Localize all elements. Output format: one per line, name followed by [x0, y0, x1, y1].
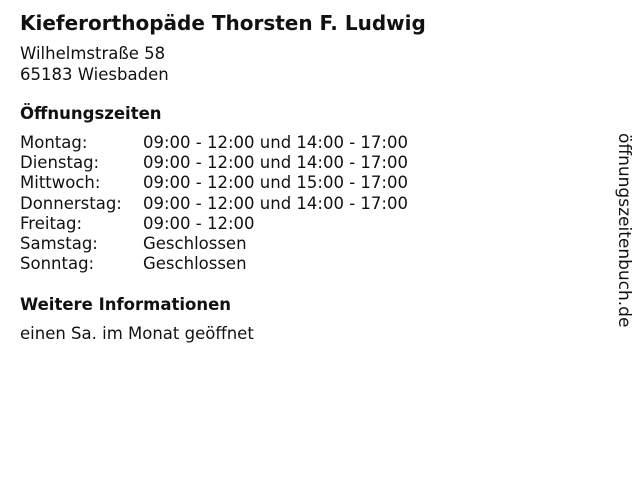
hours-row-wednesday [20, 173, 580, 193]
hours-row-thursday [20, 194, 580, 214]
address [20, 43, 580, 85]
hours-day: Donnerstag: [20, 193, 122, 213]
hours-time: 09:00 - 12:00 und 14:00 - 17:00 [143, 133, 408, 152]
hours-row-sunday [20, 254, 580, 274]
opening-hours-heading: Öffnungszeiten [20, 104, 162, 123]
hours-row-friday [20, 214, 580, 234]
hours-row-monday [20, 133, 580, 153]
hours-time: Geschlossen [143, 234, 247, 254]
business-name: Kieferorthopäde Thorsten F. Ludwig [20, 11, 426, 35]
hours-day: Freitag: [20, 213, 83, 233]
hours-day: Samstag: [20, 234, 98, 254]
address-city: 65183 Wiesbaden [20, 65, 169, 84]
address-street: Wilhelmstraße 58 [20, 44, 166, 63]
brand-watermark [614, 133, 634, 336]
hours-time: 09:00 - 12:00 und 14:00 - 17:00 [143, 153, 408, 173]
hours-time: 09:00 - 12:00 [143, 213, 255, 233]
hours-row-tuesday [20, 153, 580, 173]
hours-day: Sonntag: [20, 254, 95, 274]
more-info-heading: Weitere Informationen [20, 295, 232, 315]
hours-time: Geschlossen [143, 254, 247, 274]
business-card [20, 10, 580, 344]
more-info-text: einen Sa. im Monat geöffnet [20, 324, 254, 344]
hours-time: 09:00 - 12:00 und 15:00 - 17:00 [143, 173, 408, 193]
hours-time: 09:00 - 12:00 und 14:00 - 17:00 [143, 193, 408, 213]
hours-day: Montag: [20, 133, 88, 152]
brand-site-label: öffnungszeitenbuch.de [614, 133, 634, 328]
hours-day: Dienstag: [20, 153, 100, 173]
opening-hours-table [20, 133, 580, 274]
hours-row-saturday [20, 234, 580, 254]
hours-day: Mittwoch: [20, 173, 101, 193]
